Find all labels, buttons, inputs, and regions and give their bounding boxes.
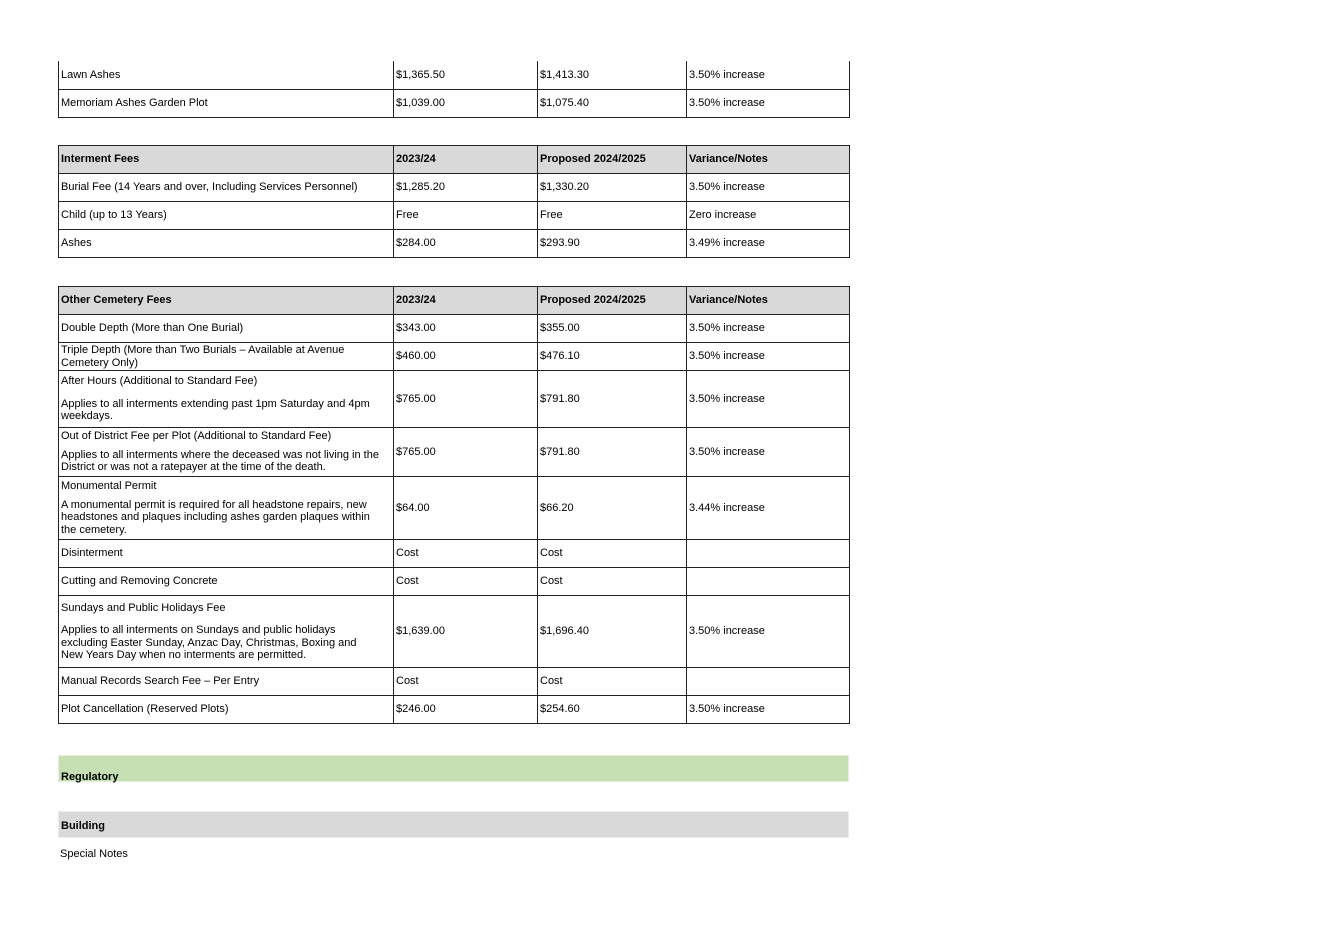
table-row	[59, 596, 850, 668]
fee-item-title: After Hours (Additional to Standard Fee)	[61, 375, 258, 388]
column-header-current: 2023/24	[394, 146, 538, 174]
fee-item: Burial Fee (14 Years and over, Including Services Personnel)	[59, 174, 394, 202]
special-notes-label: Special Notes	[60, 848, 128, 860]
table-row	[59, 428, 850, 477]
fee-item-note: A monumental permit is required for all headstone repairs, new headstones and plaques including ashes garden plaques within the cemetery.	[61, 498, 370, 536]
table-row	[59, 477, 850, 540]
fee-item: Child (up to 13 Years)	[59, 202, 394, 230]
fee-notes	[687, 540, 850, 568]
fee-proposed: $476.10	[538, 343, 687, 371]
fee-item-title: Sundays and Public Holidays Fee	[61, 601, 226, 614]
table-row	[59, 696, 850, 724]
fee-current: Cost	[394, 540, 538, 568]
fee-notes: 3.50% increase	[687, 343, 850, 371]
table-row	[59, 540, 850, 568]
column-header-item: Interment Fees	[59, 146, 394, 174]
column-header-notes: Variance/Notes	[687, 146, 850, 174]
fee-current: $1,365.50	[394, 61, 538, 89]
other-cemetery-fees-section	[58, 286, 849, 724]
fee-current: $1,285.20	[394, 174, 538, 202]
table-row	[59, 371, 850, 428]
fee-current: Cost	[394, 668, 538, 696]
fee-proposed: $1,413.30	[538, 61, 687, 89]
fee-item-title: Out of District Fee per Plot (Additional to Standard Fee)	[61, 430, 332, 443]
fee-current: $460.00	[394, 343, 538, 371]
fee-proposed: $1,696.40	[538, 596, 687, 668]
fee-item: Cutting and Removing Concrete	[59, 568, 394, 596]
fee-current: $284.00	[394, 230, 538, 258]
column-header-proposed: Proposed 2024/2025	[538, 287, 687, 315]
fee-current: $765.00	[394, 371, 538, 428]
table-row	[59, 343, 850, 371]
interment-fees-table	[58, 145, 850, 258]
fee-notes: 3.50% increase	[687, 89, 850, 117]
fee-notes: 3.50% increase	[687, 315, 850, 343]
fee-proposed: $355.00	[538, 315, 687, 343]
fee-proposed: $1,330.20	[538, 174, 687, 202]
fee-proposed: $254.60	[538, 696, 687, 724]
table-header-row	[59, 287, 850, 315]
table-row	[59, 61, 850, 89]
fee-proposed: $1,075.40	[538, 89, 687, 117]
fee-item: Memoriam Ashes Garden Plot	[59, 89, 394, 117]
fee-notes: Zero increase	[687, 202, 850, 230]
interment-fees-section	[58, 145, 849, 258]
fees-table-top	[58, 61, 850, 118]
table-row	[59, 202, 850, 230]
fee-current: $765.00	[394, 428, 538, 477]
fee-item-note: Applies to all interments where the deceased was not living in the District or was not a ratepayer at the time of the death.	[61, 448, 379, 474]
table-row	[59, 568, 850, 596]
column-header-item: Other Cemetery Fees	[59, 287, 394, 315]
fee-item: Triple Depth (More than Two Burials – Available at Avenue Cemetery Only)	[59, 343, 394, 371]
fee-proposed: $791.80	[538, 428, 687, 477]
fee-proposed: $293.90	[538, 230, 687, 258]
fee-item: Double Depth (More than One Burial)	[59, 315, 394, 343]
fee-proposed: Cost	[538, 568, 687, 596]
fee-current: $1,639.00	[394, 596, 538, 668]
fee-current: $64.00	[394, 477, 538, 540]
table-row	[59, 668, 850, 696]
fee-notes: 3.49% increase	[687, 230, 850, 258]
fee-notes: 3.50% increase	[687, 696, 850, 724]
fee-item-note: Applies to all interments on Sundays and public holidays excluding Easter Sunday, Anzac Day, Christmas, Boxing and New Years Day when no interments are permitted.	[61, 624, 357, 661]
fee-notes: 3.50% increase	[687, 428, 850, 477]
fee-item-title: Monumental Permit	[61, 480, 157, 492]
table-header-row	[59, 146, 850, 174]
fee-item	[59, 596, 394, 668]
table-row	[59, 315, 850, 343]
fee-item	[59, 428, 394, 477]
fee-notes: 3.50% increase	[687, 174, 850, 202]
fee-current: $343.00	[394, 315, 538, 343]
table-row	[59, 174, 850, 202]
fee-item: Disinterment	[59, 540, 394, 568]
column-header-current: 2023/24	[394, 287, 538, 315]
fee-proposed: $791.80	[538, 371, 687, 428]
cemetery-plot-fees-continued	[58, 61, 849, 118]
fee-notes	[687, 668, 850, 696]
fee-item	[59, 371, 394, 428]
fee-item: Manual Records Search Fee – Per Entry	[59, 668, 394, 696]
fee-current: Cost	[394, 568, 538, 596]
other-cemetery-fees-table	[58, 286, 850, 724]
fee-item-note: Applies to all interments extending past 1pm Saturday and 4pm weekdays.	[61, 397, 370, 423]
section-heading-regulatory: Regulatory	[58, 755, 849, 782]
fee-current: $246.00	[394, 696, 538, 724]
fee-proposed: Cost	[538, 540, 687, 568]
fee-item: Plot Cancellation (Reserved Plots)	[59, 696, 394, 724]
fee-proposed: Free	[538, 202, 687, 230]
fee-notes	[687, 568, 850, 596]
column-header-notes: Variance/Notes	[687, 287, 850, 315]
table-row	[59, 230, 850, 258]
fee-proposed: $66.20	[538, 477, 687, 540]
fee-current: Free	[394, 202, 538, 230]
fee-item: Lawn Ashes	[59, 61, 394, 89]
fee-proposed: Cost	[538, 668, 687, 696]
column-header-proposed: Proposed 2024/2025	[538, 146, 687, 174]
table-row	[59, 89, 850, 117]
fee-item: Ashes	[59, 230, 394, 258]
fee-notes: 3.50% increase	[687, 596, 850, 668]
section-heading-building: Building	[58, 811, 849, 838]
fee-notes: 3.50% increase	[687, 371, 850, 428]
fee-notes: 3.50% increase	[687, 61, 850, 89]
fee-notes: 3.44% increase	[687, 477, 850, 540]
fee-item	[59, 477, 394, 540]
fee-current: $1,039.00	[394, 89, 538, 117]
